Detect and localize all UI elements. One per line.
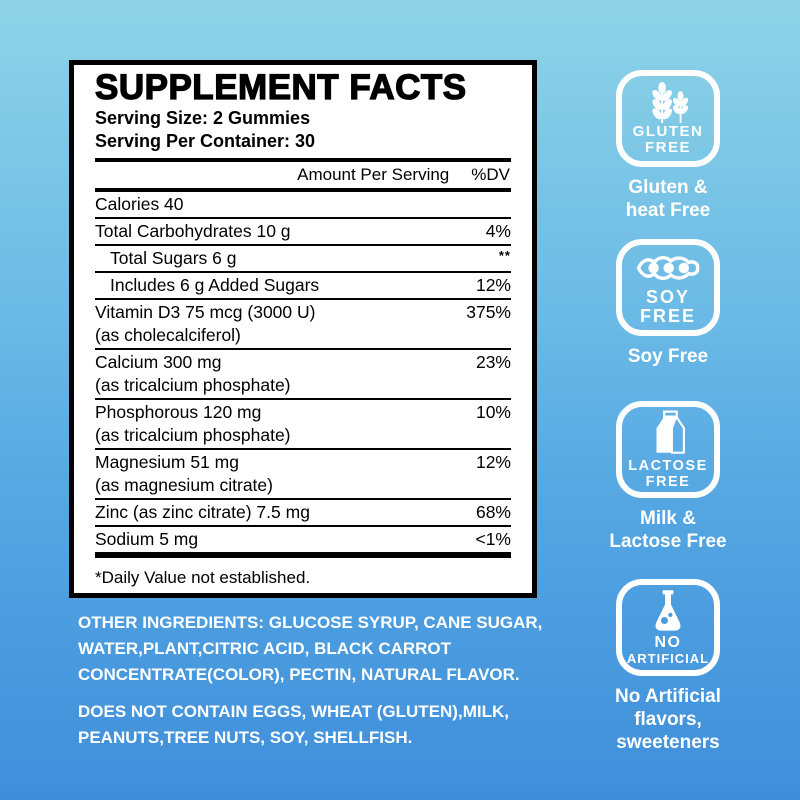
badge-label: GLUTEN [632, 122, 704, 140]
nutrient-dv: 4% [485, 221, 511, 241]
badge-caption: Gluten & heat Free [625, 177, 711, 221]
nutrient-name: Vitamin D3 75 mcg (3000 U) [95, 302, 316, 322]
nutrient-dv: 12% [475, 275, 511, 295]
badge-caption: Milk & Lactose Free [609, 508, 727, 552]
lactose-free-badge-frame [616, 401, 720, 498]
badge-caption: Soy Free [627, 346, 709, 367]
badge-label: NO [654, 634, 682, 651]
nutrient-source-note: (as cholecalciferol) [95, 325, 241, 345]
badge-label: FREE [645, 473, 691, 490]
nutrient-dv: 10% [475, 402, 511, 422]
other-ingredients-line: CONCENTRATE(COLOR), PECTIN, NATURAL FLAVOR. [78, 665, 520, 684]
nutrient-row [95, 246, 511, 273]
nutrient-row [95, 219, 511, 246]
other-ingredients-line: WATER,PLANT,CITRIC ACID, BLACK CARROT [78, 639, 452, 658]
badge-soy-free [583, 239, 753, 368]
nutrient-name: Zinc (as zinc citrate) 7.5 mg [95, 502, 310, 522]
nutrient-row [95, 527, 511, 558]
other-ingredients-paragraph [78, 610, 558, 688]
nutrient-table [95, 192, 511, 558]
nutrient-row [95, 350, 511, 400]
soy-pod-icon [635, 250, 701, 286]
panel-title: SUPPLEMENT FACTS [95, 68, 467, 107]
nutrient-dv: 68% [475, 502, 511, 522]
nutrient-source-note: (as tricalcium phosphate) [95, 425, 291, 445]
nutrient-name: Total Sugars 6 g [110, 248, 237, 268]
nutrient-source-note: (as magnesium citrate) [95, 475, 273, 495]
badge-label: SOY [645, 286, 690, 307]
nutrient-name: Calcium 300 mg [95, 352, 222, 372]
does-not-contain-line: PEANUTS,TREE NUTS, SOY, SHELLFISH. [78, 728, 413, 747]
supplement-facts-panel [69, 60, 537, 598]
nutrient-name: Magnesium 51 mg [95, 452, 239, 472]
nutrient-dv: 23% [475, 352, 511, 372]
nutrient-dv: <1% [475, 529, 511, 549]
nutrient-name: Calories 40 [95, 194, 184, 214]
does-not-contain-paragraph [78, 699, 558, 751]
column-header [95, 162, 511, 188]
nutrient-name: Phosphorous 120 mg [95, 402, 262, 422]
nutrient-name: Sodium 5 mg [95, 529, 199, 549]
flask-icon [649, 589, 687, 633]
nutrient-row [95, 300, 511, 350]
nutrient-row [95, 273, 511, 300]
nutrient-row [95, 400, 511, 450]
badge-label: FREE [644, 138, 691, 156]
dv-header: %DV [471, 165, 510, 184]
amount-per-serving-header: Amount Per Serving [297, 165, 450, 184]
no-artificial-badge-frame [616, 579, 720, 676]
other-ingredients-line: OTHER INGREDIENTS: GLUCOSE SYRUP, CANE SUGAR, [78, 613, 543, 632]
badge-label: FREE [639, 305, 696, 326]
ingredients-text [78, 610, 558, 751]
nutrient-dv: 12% [475, 452, 511, 472]
serving-size: Serving Size: 2 Gummies [95, 108, 311, 128]
milk-carton-icon [648, 410, 688, 456]
badge-caption: No Artificial flavors, sweeteners [615, 686, 721, 753]
nutrient-dv: 375% [466, 302, 511, 322]
badge-no-artificial [583, 579, 753, 754]
badge-lactose-free [583, 401, 753, 553]
nutrient-source-note: (as tricalcium phosphate) [95, 375, 291, 395]
badge-gluten-free [583, 70, 753, 222]
badge-label: LACTOSE [628, 457, 708, 474]
servings-per-container: Serving Per Container: 30 [95, 131, 316, 151]
soy-free-badge-frame [616, 239, 720, 336]
badge-label: ARTIFICIAL [626, 651, 710, 666]
nutrient-dv: ** [498, 248, 511, 263]
gluten-free-badge-frame [616, 70, 720, 167]
nutrient-name: Includes 6 g Added Sugars [110, 275, 320, 295]
nutrient-row [95, 500, 511, 527]
wheat-icon [643, 82, 693, 124]
nutrient-row [95, 450, 511, 500]
daily-value-footnote: *Daily Value not established. [95, 568, 311, 587]
nutrient-row [95, 192, 511, 219]
nutrient-name: Total Carbohydrates 10 g [95, 221, 291, 241]
does-not-contain-line: DOES NOT CONTAIN EGGS, WHEAT (GLUTEN),MILK, [78, 702, 509, 721]
